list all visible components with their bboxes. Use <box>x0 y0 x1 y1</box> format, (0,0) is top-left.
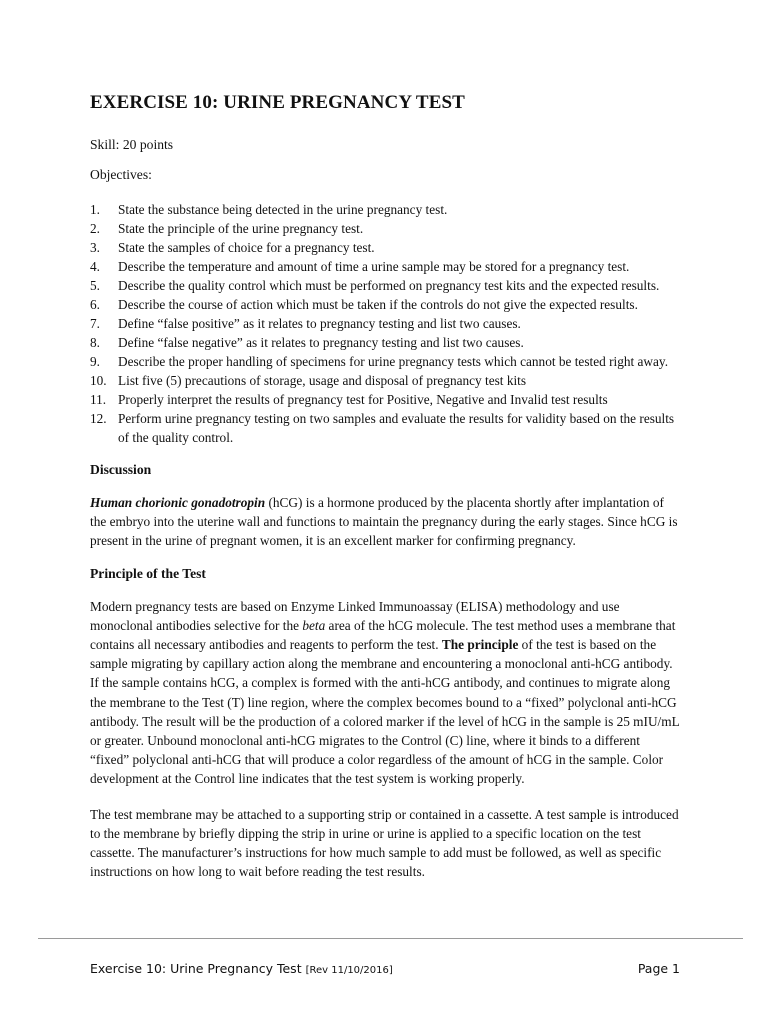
objectives-label: Objectives: <box>90 167 152 182</box>
item-number: 9. <box>90 354 100 369</box>
list-item <box>90 238 680 257</box>
item-text: Describe the quality control which must be performed on pregnancy test kits and the expected results. <box>118 278 660 293</box>
item-number: 1. <box>90 202 100 217</box>
footer-divider <box>38 938 743 939</box>
skill-points: Skill: 20 points <box>90 137 174 152</box>
principle-bold: The principle <box>441 637 519 653</box>
item-number: 2. <box>90 221 100 236</box>
item-text: State the principle of the urine pregnancy test. <box>118 221 364 236</box>
list-item <box>90 200 680 219</box>
item-text: State the samples of choice for a pregnancy test. <box>118 240 375 255</box>
principle-paragraph-2: The test membrane may be attached to a supporting strip or contained in a cassette. A test sample is introduced to the membrane by briefly dipping the strip in urine or urine is applied to a specific location on the test cassette. The manufacturer’s instructions for how much sample to add must be followed, as well as specific instructions on how long to wait before reading the test results. <box>90 806 679 880</box>
item-text: Define “false positive” as it relates to pregnancy testing and list two causes. <box>118 316 521 331</box>
beta-term: beta <box>302 617 326 633</box>
list-item <box>90 295 680 314</box>
objectives-list <box>90 200 680 447</box>
item-number: 6. <box>90 297 100 312</box>
principle-paragraph-1 <box>90 597 680 789</box>
page-title: EXERCISE 10: URINE PREGNANCY TEST <box>90 92 465 113</box>
item-number: 3. <box>90 240 100 255</box>
principle-heading: Principle of the Test <box>90 565 206 581</box>
list-item <box>90 333 680 352</box>
item-text: Define “false negative” as it relates to pregnancy testing and list two causes. <box>118 335 524 350</box>
principle-text-c: of the test is based on the sample migrating by capillary action along the membrane and encountering a monoclonal anti-hCG antibody. If the sample contains hCG, a complex is formed with the anti-hCG antibody, and continues to migrate along the membrane to the Test (T) line region, where the complex becomes bound to a “fixed” polyclonal anti-hCG antibody. The result will be the production of a colored marker if the level of hCG in the sample is 25 mIU/mL or greater. Unbound monoclonal anti-hCG migrates to the Control (C) line, where it binds to a different “fixed” polyclonal anti-hCG that will produce a color regardless of the amount of hCG in the sample. Color development at the Control line indicates that the test system is working properly. <box>90 637 680 787</box>
footer-label <box>90 961 393 979</box>
principle-text-a: Modern pregnancy tests are based on Enzyme Linked Immunoassay (ELISA) methodology and use monoclonal antibodies selective for the <box>90 598 620 633</box>
item-number: 7. <box>90 316 100 331</box>
discussion-paragraph <box>90 493 680 551</box>
item-number: 5. <box>90 278 100 293</box>
list-item <box>90 314 680 333</box>
item-number: 10. <box>90 373 107 388</box>
discussion-text: (hCG) is a hormone produced by the placenta shortly after implantation of the embryo into the uterine wall and functions to maintain the pregnancy during the early stages. Since hCG is present in the urine of pregnant women, it is an excellent marker for confirming pregnancy. <box>90 495 678 549</box>
list-item <box>90 390 680 409</box>
item-text: List five (5) precautions of storage, usage and disposal of pregnancy test kits <box>118 373 527 388</box>
principle-text-b: area of the hCG molecule. The test method uses a membrane that contains all necessary antibodies and reagents to perform the test. <box>90 617 676 653</box>
item-text: State the substance being detected in the urine pregnancy test. <box>118 202 448 217</box>
footer-title: Exercise 10: Urine Pregnancy Test <box>90 961 306 976</box>
list-item <box>90 409 680 447</box>
list-item <box>90 257 680 276</box>
list-item <box>90 276 680 295</box>
item-text: Describe the temperature and amount of time a urine sample may be stored for a pregnancy test. <box>118 259 630 274</box>
list-item <box>90 371 680 390</box>
item-text: Describe the course of action which must be taken if the controls do not give the expected results. <box>118 297 638 312</box>
list-item <box>90 219 680 238</box>
hcg-term: Human chorionic gonadotropin <box>90 495 266 510</box>
item-number: 8. <box>90 335 100 350</box>
item-number: 11. <box>90 392 107 407</box>
item-text: Perform urine pregnancy testing on two samples and evaluate the results for validity based on the results of the quality control. <box>118 411 675 445</box>
discussion-heading: Discussion <box>90 462 152 477</box>
footer-revision: [Rev 11/10/2016] <box>305 965 393 976</box>
item-text: Properly interpret the results of pregnancy test for Positive, Negative and Invalid test results <box>118 392 608 407</box>
page-content <box>90 90 680 881</box>
item-text: Describe the proper handling of specimens for urine pregnancy tests which cannot be tested right away. <box>118 354 669 369</box>
item-number: 4. <box>90 259 100 274</box>
page-number: Page 1 <box>637 961 680 976</box>
list-item <box>90 352 680 371</box>
item-number: 12. <box>90 411 107 426</box>
